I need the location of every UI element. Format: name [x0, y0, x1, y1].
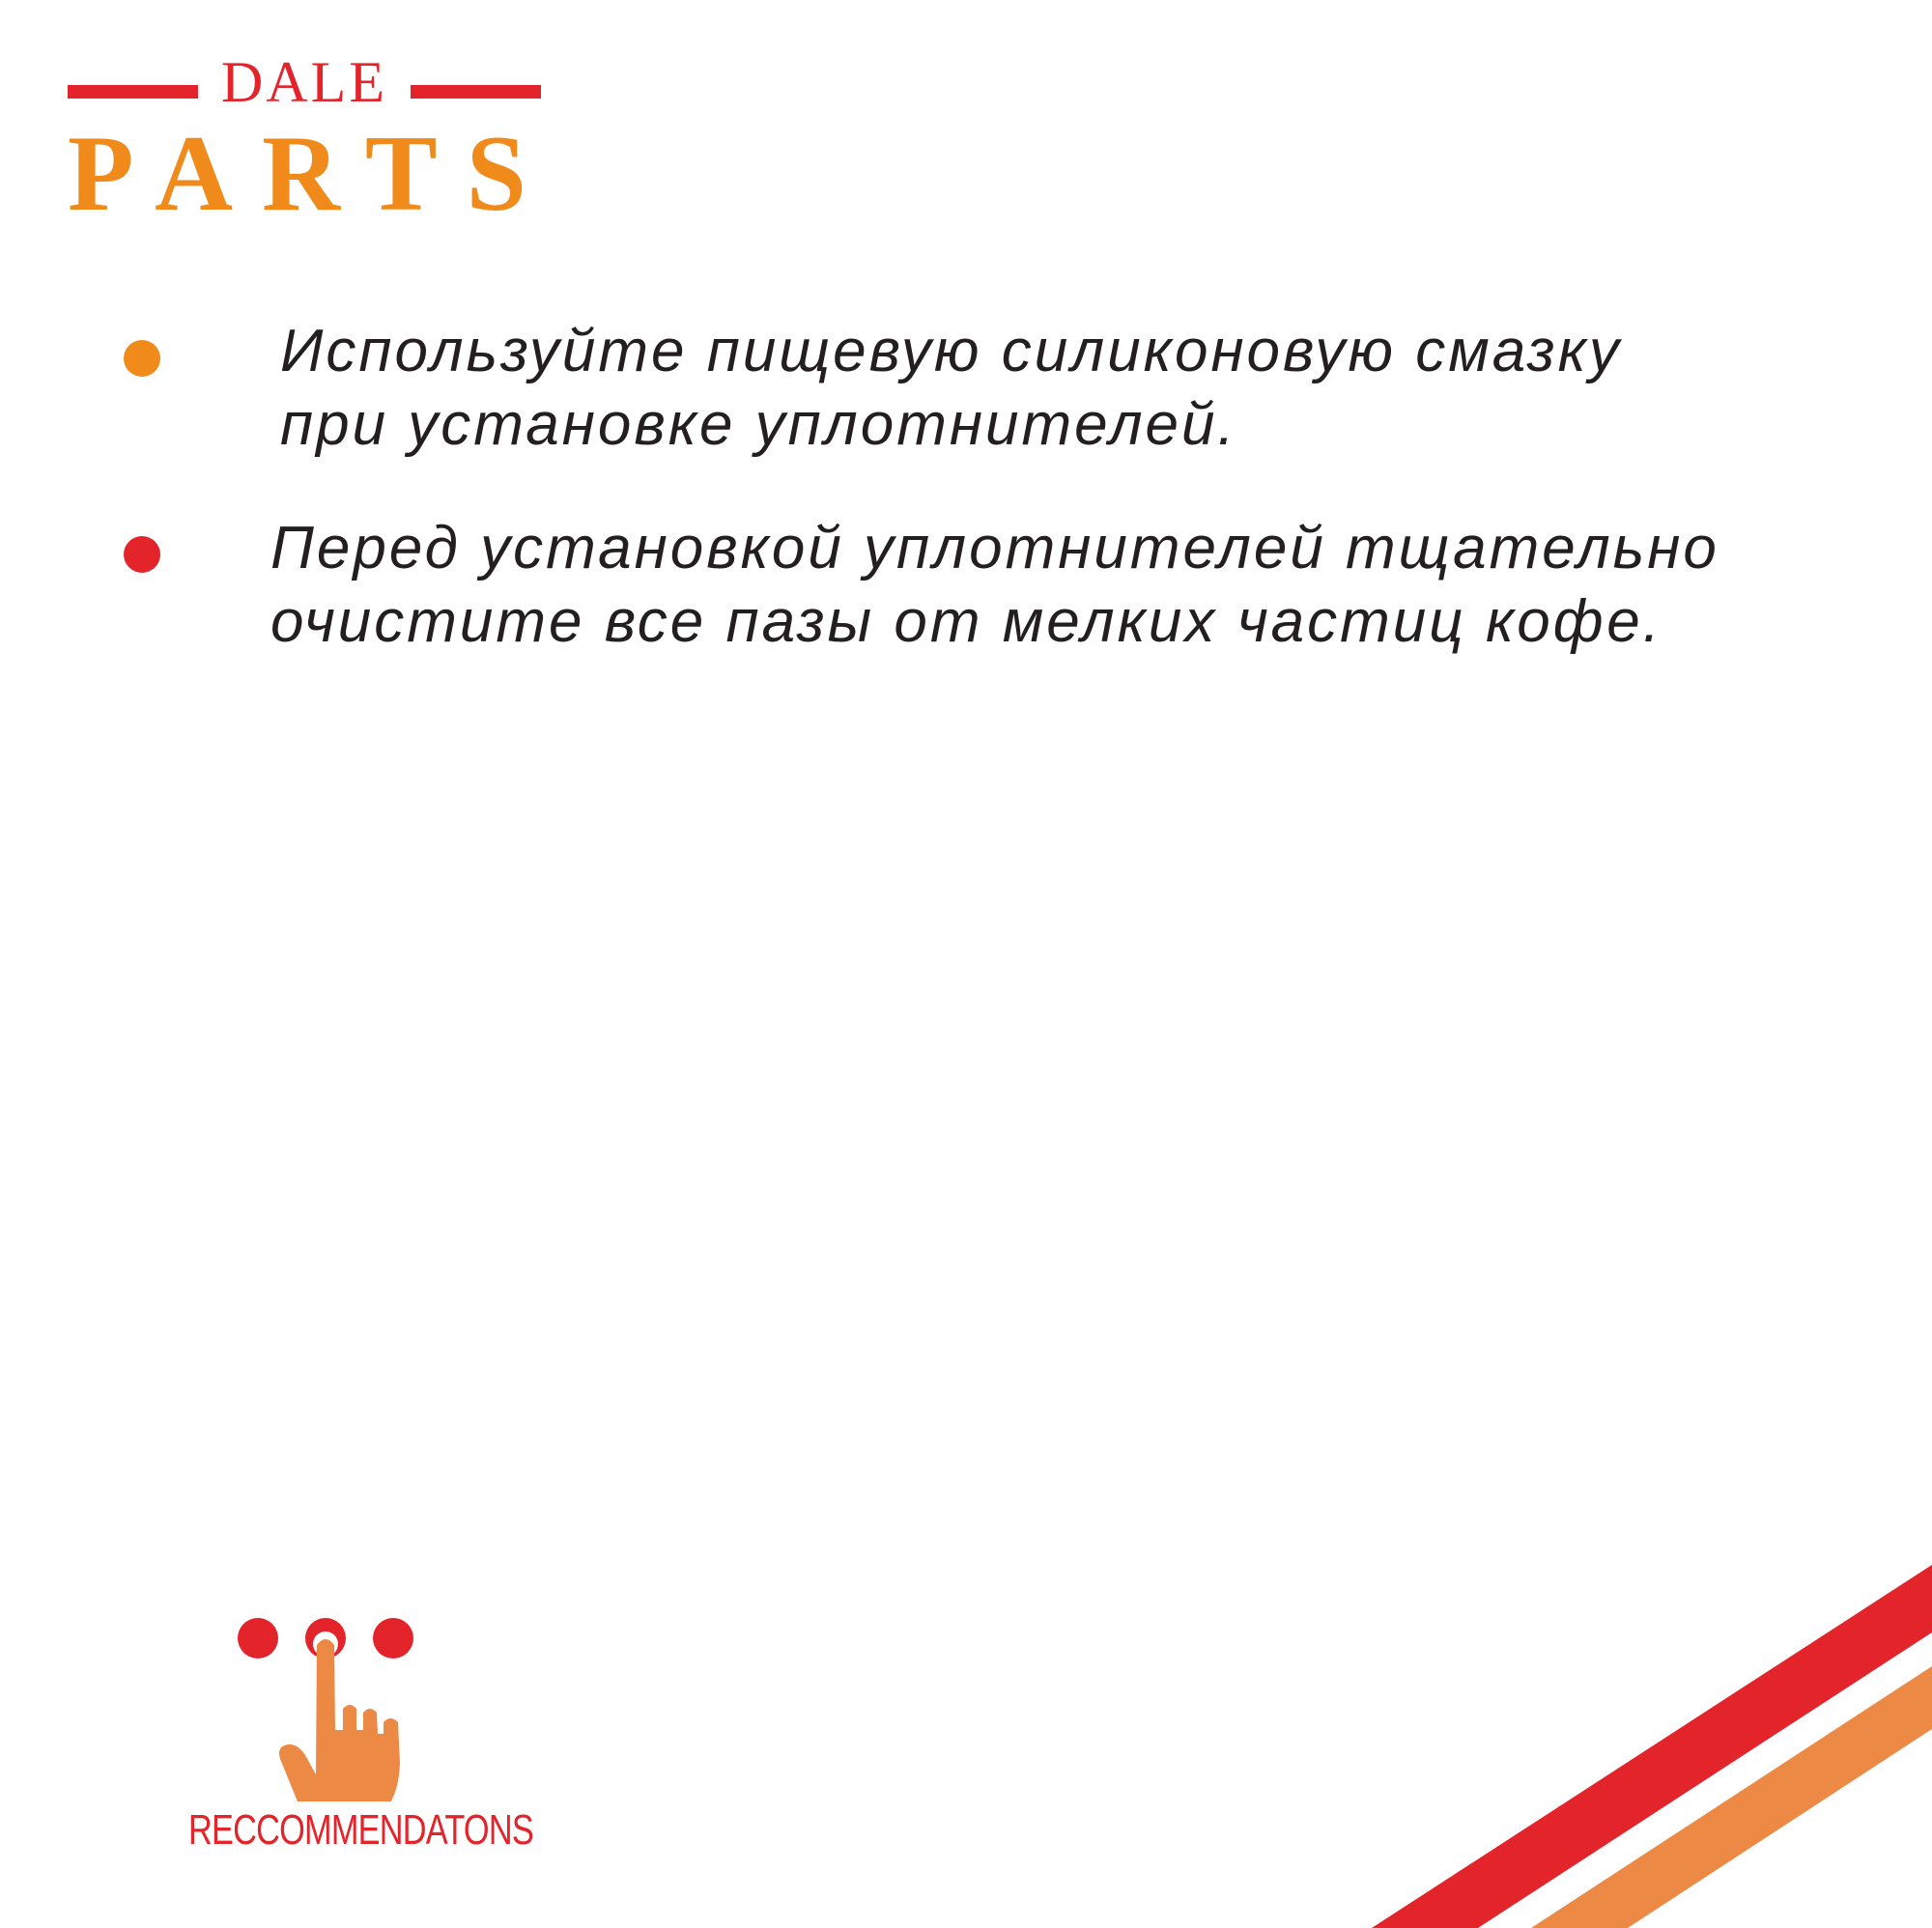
recommendation-2-line-1: Перед установкой уплотнителей тщательно: [270, 515, 1719, 581]
logo-line-right: [411, 85, 541, 99]
logo-line-left: [68, 85, 198, 99]
recommendation-1-line-1: Используйте пищевую силиконовую смазку: [280, 318, 1622, 384]
logo-top-word: DALE: [221, 50, 387, 114]
orange-stripe: [1531, 1666, 1932, 1928]
badge-label: RECCOMMENDATONS: [188, 1806, 533, 1854]
hand-pointer-icon: [184, 1608, 589, 1801]
logo-main-word: PARTS: [68, 114, 555, 234]
brand-logo: [68, 48, 555, 234]
bullet-2: [124, 536, 160, 573]
red-stripe: [1372, 1565, 1932, 1928]
recommendations-badge: [184, 1608, 589, 1869]
recommendation-1-line-2: при установке уплотнителей.: [280, 391, 1237, 458]
bullet-1: [124, 340, 160, 377]
recommendation-2-line-2: очистите все пазы от мелких частиц кофе.: [270, 588, 1662, 655]
